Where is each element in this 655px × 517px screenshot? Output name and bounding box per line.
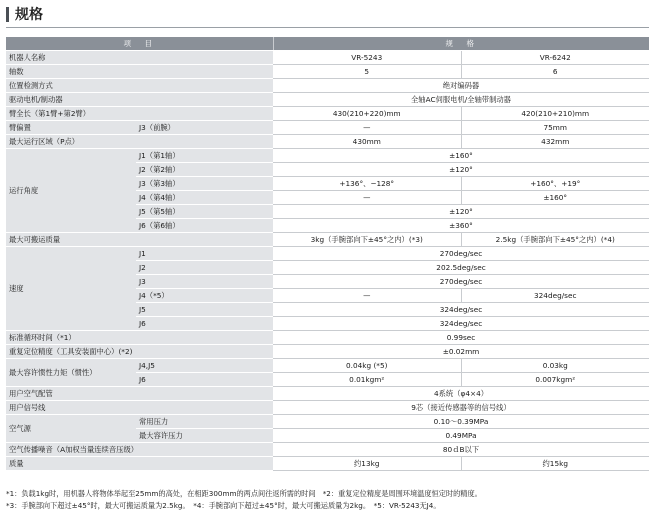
row-label: 速度	[6, 247, 136, 331]
row-sublabel: J3	[136, 275, 273, 289]
value-shared: ±120°	[273, 163, 649, 177]
table-row	[6, 65, 649, 79]
row-sublabel: J3（前腕）	[136, 121, 273, 135]
value-b: ±160°	[461, 191, 649, 205]
row-sublabel: J6	[136, 317, 273, 331]
row-sublabel: J6	[136, 373, 273, 387]
spec-table	[6, 36, 649, 471]
row-sublabel: J4,J5	[136, 359, 273, 373]
value-shared: 9芯（接近传感器等的信号线）	[273, 401, 649, 415]
value-shared: ±0.02mm	[273, 345, 649, 359]
table-row	[6, 345, 649, 359]
value-shared: 202.5deg/sec	[273, 261, 649, 275]
table-row	[6, 149, 649, 163]
value-a: —	[273, 191, 461, 205]
value-a: 430mm	[273, 135, 461, 149]
row-sublabel: J4（*5）	[136, 289, 273, 303]
row-label: 标准循环时间（*1）	[6, 331, 273, 345]
table-row	[6, 233, 649, 247]
table-row	[6, 107, 649, 121]
value-a: 约13kg	[273, 457, 461, 471]
row-sublabel: J1	[136, 247, 273, 261]
row-sublabel: J1（第1轴）	[136, 149, 273, 163]
table-row	[6, 415, 649, 429]
value-shared: 0.99sec	[273, 331, 649, 345]
table-row	[6, 247, 649, 261]
row-label: 最大容许惯性力矩（惯性）	[6, 359, 136, 387]
header-spec: 规 格	[273, 37, 649, 51]
value-b: 432mm	[461, 135, 649, 149]
row-label: 最大运行区域（P点）	[6, 135, 273, 149]
table-row	[6, 331, 649, 345]
row-label: 最大可搬运质量	[6, 233, 273, 247]
row-label: 轴数	[6, 65, 273, 79]
value-a: 5	[273, 65, 461, 79]
footnote-line: *1：负载1kg时，用机器人将物体举起至25mm的高处，在相距300mm的两点间往返所需的时间 *2：重复定位精度是周围环境温度恒定时的精度。	[6, 489, 482, 498]
value-b: VR-6242	[461, 51, 649, 65]
row-label: 臂偏置	[6, 121, 136, 135]
heading-marker	[6, 7, 9, 22]
row-label: 位置检测方式	[6, 79, 273, 93]
value-shared: 324deg/sec	[273, 303, 649, 317]
table-row	[6, 387, 649, 401]
value-b: 0.03kg	[461, 359, 649, 373]
row-sublabel: J5	[136, 303, 273, 317]
value-shared: 80ｄB以下	[273, 443, 649, 457]
row-label: 运行角度	[6, 149, 136, 233]
value-b: +160°、+19°	[461, 177, 649, 191]
value-b: 420(210+210)mm	[461, 107, 649, 121]
value-shared: 4系统（φ4×4）	[273, 387, 649, 401]
value-shared: 270deg/sec	[273, 275, 649, 289]
value-a: 430(210+220)mm	[273, 107, 461, 121]
value-a: 0.04kg (*5)	[273, 359, 461, 373]
row-label: 重复定位精度（工具安装面中心）(*2)	[6, 345, 273, 359]
row-sublabel: J2（第2轴）	[136, 163, 273, 177]
value-shared: 绝对编码器	[273, 79, 649, 93]
value-a: VR-5243	[273, 51, 461, 65]
row-sublabel: J2	[136, 261, 273, 275]
value-a: 3kg（手腕部向下±45°之内）(*3)	[273, 233, 461, 247]
row-sublabel: J3（第3轴）	[136, 177, 273, 191]
table-row	[6, 51, 649, 65]
value-shared: ±360°	[273, 219, 649, 233]
value-a: 0.01kgm²	[273, 373, 461, 387]
row-label: 用户信号线	[6, 401, 273, 415]
table-row	[6, 443, 649, 457]
row-label: 用户空气配管	[6, 387, 273, 401]
value-b: 324deg/sec	[461, 289, 649, 303]
value-shared: 全轴AC伺服电机/全轴带制动器	[273, 93, 649, 107]
row-label: 驱动电机/制动器	[6, 93, 273, 107]
row-label: 空气传播噪音（A加权当量连续音压级）	[6, 443, 273, 457]
value-b: 约15kg	[461, 457, 649, 471]
value-a: +136°、−128°	[273, 177, 461, 191]
value-a: —	[273, 121, 461, 135]
row-sublabel: 最大容许压力	[136, 429, 273, 443]
table-row	[6, 359, 649, 373]
header-item: 项 目	[6, 37, 273, 51]
row-sublabel: J5（第5轴）	[136, 205, 273, 219]
footnotes	[6, 488, 651, 512]
table-row	[6, 457, 649, 471]
table-header-row	[6, 37, 649, 51]
value-b: 75mm	[461, 121, 649, 135]
value-shared: ±160°	[273, 149, 649, 163]
value-shared: ±120°	[273, 205, 649, 219]
value-shared: 270deg/sec	[273, 247, 649, 261]
row-sublabel: J4（第4轴）	[136, 191, 273, 205]
table-row	[6, 401, 649, 415]
value-shared: 0.49MPa	[273, 429, 649, 443]
table-row	[6, 121, 649, 135]
row-label: 质量	[6, 457, 273, 471]
table-row	[6, 135, 649, 149]
row-label: 臂全长（第1臂+第2臂）	[6, 107, 273, 121]
value-shared: 0.10〜0.39MPa	[273, 415, 649, 429]
value-b: 2.5kg（手腕部向下±45°之内）(*4)	[461, 233, 649, 247]
row-label: 空气源	[6, 415, 136, 443]
row-sublabel: J6（第6轴）	[136, 219, 273, 233]
value-b: 0.007kgm²	[461, 373, 649, 387]
value-b: 6	[461, 65, 649, 79]
section-heading	[6, 5, 649, 28]
section-title: 规格	[15, 7, 43, 23]
table-row	[6, 79, 649, 93]
table-row	[6, 93, 649, 107]
row-sublabel: 常用压力	[136, 415, 273, 429]
value-shared: 324deg/sec	[273, 317, 649, 331]
footnote-line: *3：手腕部向下超过±45°时，最大可搬运质量为2.5kg。 *4：手腕部向下超过±45°时，最大可搬运质量为2kg。 *5：VR-5243无J4。	[6, 501, 441, 510]
value-a: —	[273, 289, 461, 303]
row-label: 机器人名称	[6, 51, 273, 65]
